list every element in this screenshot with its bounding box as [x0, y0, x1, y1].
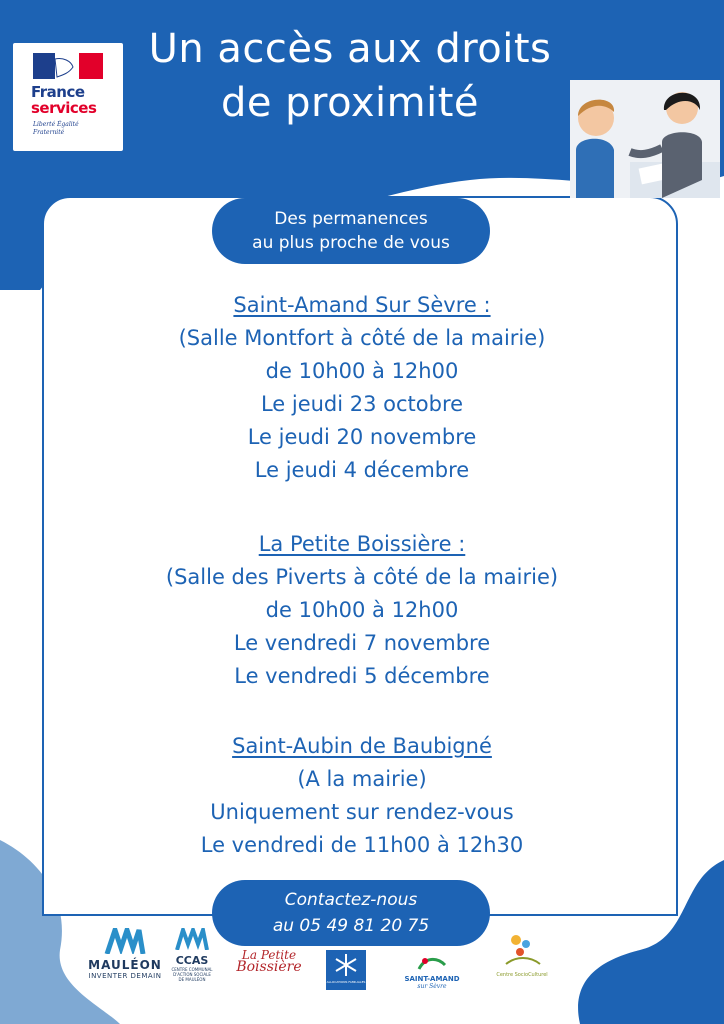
section-line: Le vendredi 5 décembre: [234, 664, 490, 688]
ccas-logo: [170, 928, 214, 980]
contact-line1: Contactez-nous: [284, 890, 418, 910]
ccas-sub: CENTRE COMMUNAL D'ACTION SOCIALE DE MAULÉON: [171, 967, 213, 982]
section-place: La Petite Boissière :: [258, 532, 466, 556]
saint-amand-name: SAINT-AMAND: [404, 975, 460, 983]
saint-amand-sub: sur Sèvre: [417, 983, 447, 990]
section-line: Le jeudi 4 décembre: [254, 458, 470, 482]
intro-line2: au plus proche de vous: [252, 233, 450, 253]
title-line2: de proximité: [220, 80, 480, 126]
petite-boissiere-line2: Boissière: [236, 959, 302, 975]
caf-name: ALLOCATIONS FAMILIALES: [326, 980, 366, 984]
mauleon-slogan: INVENTER DEMAIN: [88, 972, 162, 980]
section-petite-boissiere: [42, 528, 682, 693]
centre-socioculturel-mark-icon: [496, 928, 548, 968]
contact-phone: au 05 49 81 20 75: [272, 916, 430, 936]
saint-amand-logo: [400, 955, 464, 991]
title-line1: Un accès aux droits: [148, 26, 552, 72]
mauleon-mark-icon: [103, 928, 147, 954]
section-line: (A la mairie): [297, 767, 427, 791]
logo-motto: Liberté Égalité Fraternité: [33, 121, 79, 136]
consultation-illustration: [570, 80, 720, 198]
page-title: [120, 22, 580, 130]
intro-line1: Des permanences: [274, 209, 428, 229]
section-line: de 10h00 à 12h00: [265, 598, 459, 622]
marianne-flag-icon: [33, 53, 103, 79]
contact-pill: [212, 880, 490, 946]
section-place: Saint-Aubin de Baubigné: [232, 734, 492, 758]
centre-socioculturel-name: Centre SocioCulturel: [496, 972, 548, 978]
section-line: de 10h00 à 12h00: [265, 359, 459, 383]
section-line: Le vendredi 7 novembre: [233, 631, 491, 655]
logo-line1: France: [31, 83, 85, 101]
section-line: Le vendredi de 11h00 à 12h30: [200, 833, 524, 857]
logo-line2: services: [31, 99, 97, 117]
petite-boissiere-logo: [234, 948, 304, 988]
ccas-mark-icon: [174, 928, 210, 950]
mauleon-name: MAULÉON: [88, 958, 162, 972]
saint-amand-mark-icon: [417, 955, 447, 971]
ccas-name: CCAS: [175, 954, 209, 967]
caf-logo: [326, 950, 366, 990]
france-services-logo: [13, 43, 123, 151]
section-place: Saint-Amand Sur Sèvre :: [233, 293, 491, 317]
intro-pill: [212, 198, 490, 264]
section-saint-aubin: [42, 730, 682, 862]
centre-socioculturel-logo: [496, 928, 548, 984]
petite-boissiere-line1: La Petite: [241, 948, 297, 962]
section-line: Uniquement sur rendez-vous: [210, 800, 514, 824]
section-line: (Salle des Piverts à côté de la mairie): [165, 565, 559, 589]
mauleon-logo: [80, 928, 170, 978]
snowflake-icon: [326, 950, 366, 980]
section-line: Le jeudi 23 octobre: [260, 392, 464, 416]
section-line: Le jeudi 20 novembre: [247, 425, 477, 449]
section-saint-amand: [42, 289, 682, 487]
section-line: (Salle Montfort à côté de la mairie): [178, 326, 546, 350]
